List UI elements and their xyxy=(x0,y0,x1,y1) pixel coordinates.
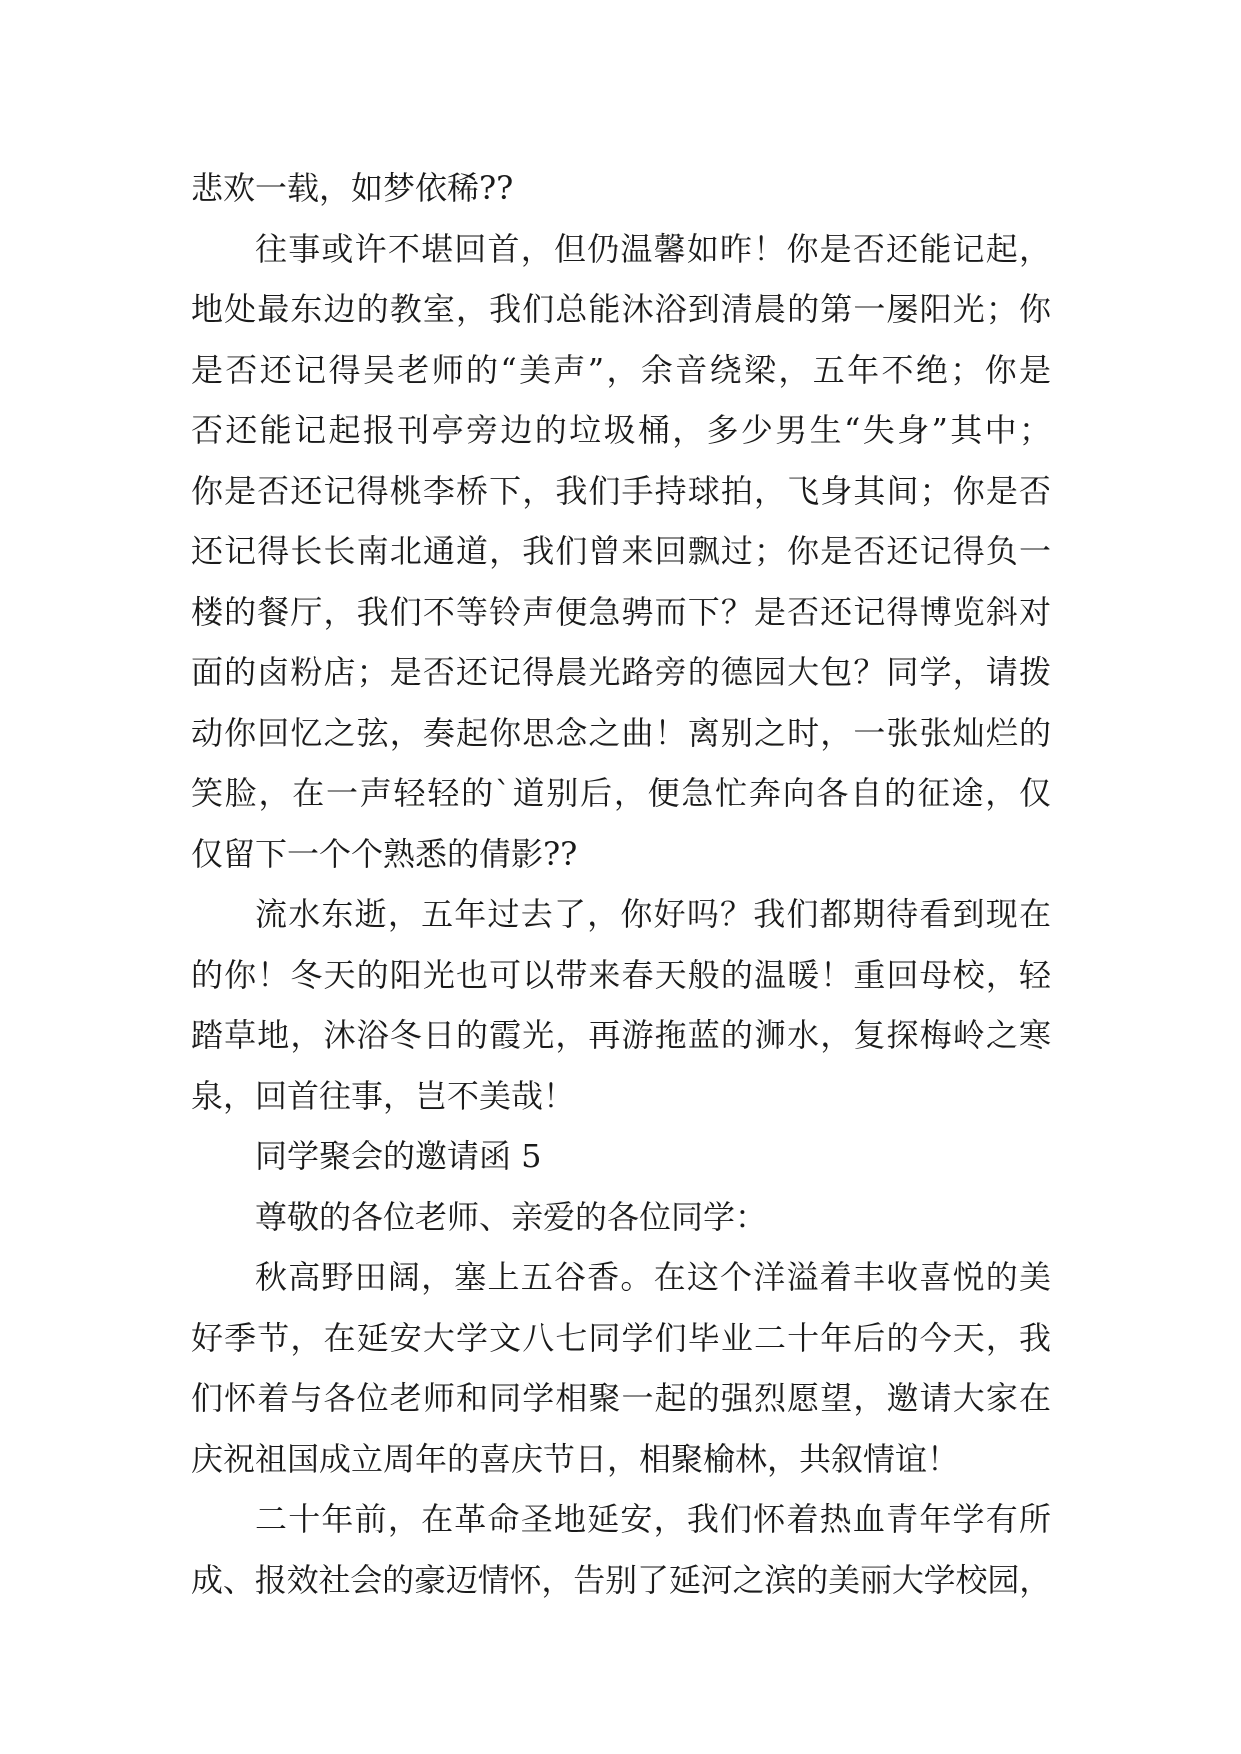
text-line: 楼的餐厅，我们不等铃声便急骋而下？是否还记得博览斜对 xyxy=(191,592,1051,631)
text-line: 二十年前，在革命圣地延安，我们怀着热血青年学有所 xyxy=(255,1500,1051,1538)
text-line: 泉，回首往事，岂不美哉！ xyxy=(191,1076,576,1115)
text-line: 地处最东边的教室，我们总能沐浴到清晨的第一屡阳光；你 xyxy=(191,290,1051,328)
text-line: 好季节，在延安大学文八七同学们毕业二十年后的今天，我 xyxy=(191,1318,1051,1357)
text-line: 往事或许不堪回首，但仍温馨如昨！你是否还能记起， xyxy=(255,229,1051,268)
text-line: 笑脸，在一声轻轻的`道别后，便急忙奔向各自的征途，仅 xyxy=(191,774,1051,812)
text-line: 成、报效社会的豪迈情怀，告别了延河之滨的美丽大学校园， xyxy=(191,1560,1051,1599)
text-line: 踏草地，沐浴冬日的霞光，再游拖蓝的浉水，复探梅岭之寒 xyxy=(191,1016,1051,1054)
text-line: 是否还记得吴老师的“美声”，余音绕梁，五年不绝；你是 xyxy=(191,350,1051,389)
text-line: 尊敬的各位老师、亲爱的各位同学： xyxy=(255,1197,768,1236)
text-line: 还记得长长南北通道，我们曾来回飘过；你是否还记得负一 xyxy=(191,532,1051,570)
text-line: 否还能记起报刊亭旁边的垃圾桶，多少男生“失身”其中； xyxy=(191,411,1051,449)
text-line: 同学聚会的邀请函 5 xyxy=(255,1137,542,1175)
text-line: 流水东逝，五年过去了，你好吗？我们都期待看到现在 xyxy=(255,895,1051,933)
text-line: 庆祝祖国成立周年的喜庆节日，相聚榆林，共叙情谊！ xyxy=(191,1439,960,1478)
text-line: 的你！冬天的阳光也可以带来春天般的温暖！重回母校，轻 xyxy=(191,955,1051,994)
text-line: 秋高野田阔，塞上五谷香。在这个洋溢着丰收喜悦的美 xyxy=(255,1258,1051,1296)
text-line: 悲欢一载，如梦依稀?? xyxy=(191,169,514,207)
body-text xyxy=(191,158,1051,1610)
text-line: 仅留下一个个熟悉的倩影?? xyxy=(191,834,578,873)
text-line: 们怀着与各位老师和同学相聚一起的强烈愿望，邀请大家在 xyxy=(191,1379,1051,1417)
text-line: 动你回忆之弦，奏起你思念之曲！离别之时，一张张灿烂的 xyxy=(191,713,1051,752)
text-line: 你是否还记得桃李桥下，我们手持球拍，飞身其间；你是否 xyxy=(191,471,1051,510)
text-line: 面的卤粉店；是否还记得晨光路旁的德园大包？同学，请拨 xyxy=(191,653,1051,691)
